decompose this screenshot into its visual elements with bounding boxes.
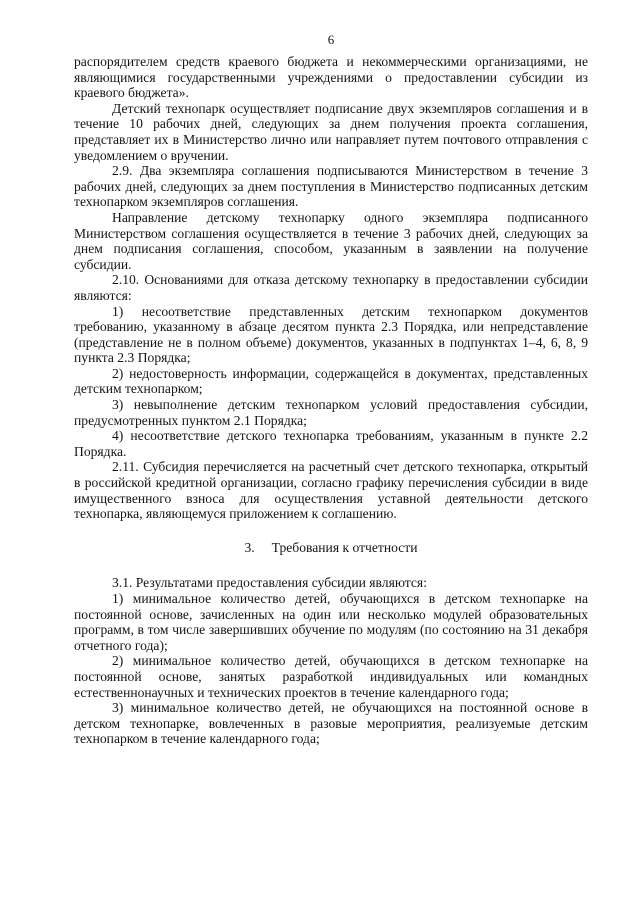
result-item-1: 1) минимальное количество детей, обучающихся в детском технопарке на постоянной основе, зачисленных на один или несколько модулей образовательных программ, в том числе завершивших обучение по модулям (по состоянию на 31 декабря отчетного года); bbox=[74, 591, 588, 653]
page-number: 6 bbox=[327, 32, 335, 47]
section-heading: 3. Требования к отчетности bbox=[244, 539, 418, 555]
list-item-2: 2) недостоверность информации, содержащейся в документах, представленных детским технопарком; bbox=[74, 365, 588, 397]
result-item-3: 3) минимальное количество детей, не обучающихся на постоянной основе в детском технопарке, вовлеченных в разовые мероприятия, реализуемые детским технопарком в течение календарного года; bbox=[74, 700, 588, 747]
paragraph-continuation: распорядителем средств краевого бюджета и некоммерческими организациями, не являющимися государственными учреждениями о предоставлении субсидии из краевого бюджета». bbox=[74, 54, 588, 101]
paragraph-signing: Детский технопарк осуществляет подписание двух экземпляров соглашения и в течение 10 рабочих дней, следующих за днем получения проекта соглашения, представляет их в Министерство лично или направляет путем почтового отправления с уведомлением о вручении. bbox=[74, 100, 588, 163]
list-item-4: 4) несоответствие детского технопарка требованиям, указанным в пункте 2.2 Порядка. bbox=[74, 428, 588, 459]
paragraph-2-10: 2.10. Основаниями для отказа детскому технопарку в предоставлении субсидии являются: bbox=[74, 272, 588, 303]
list-item-1: 1) несоответствие представленных детским технопарком документов требованию, указанному в абзаце десятом пункта 2.3 Порядка, или непредставление (представление не в полном объеме) документов, указанных в подпунктах 1–4, 6, 8, 9 пункта 2.3 Порядка; bbox=[74, 303, 588, 366]
list-item-3: 3) невыполнение детским технопарком условий предоставления субсидии, предусмотренных пунктом 2.1 Порядка; bbox=[74, 397, 588, 428]
paragraph-2-11: 2.11. Субсидия перечисляется на расчетный счет детского технопарка, открытый в российской кредитной организации, согласно графику перечисления субсидии в виде имущественного взноса для осуществления уставной деятельности детского технопарка, являющемуся приложением к соглашению. bbox=[74, 459, 588, 522]
paragraph-sending: Направление детскому технопарку одного экземпляра подписанного Министерством соглашения осуществляется в течение 3 рабочих дней, следующих за днем подписания соглашения, способом, указанным в заявлении на получение субсидии. bbox=[74, 209, 588, 272]
paragraph-2-9: 2.9. Два экземпляра соглашения подписываются Министерством в течение 3 рабочих дней, следующих за днем поступления в Министерство подписанных детским технопарком экземпляров соглашения. bbox=[74, 163, 588, 210]
result-item-2: 2) минимальное количество детей, обучающихся в детском технопарке на постоянной основе, занятых разработкой индивидуальных или командных естественнонаучных и технических проектов в течение календарного года; bbox=[74, 653, 588, 700]
paragraph-3-1: 3.1. Результатами предоставления субсидии являются: bbox=[112, 575, 427, 591]
